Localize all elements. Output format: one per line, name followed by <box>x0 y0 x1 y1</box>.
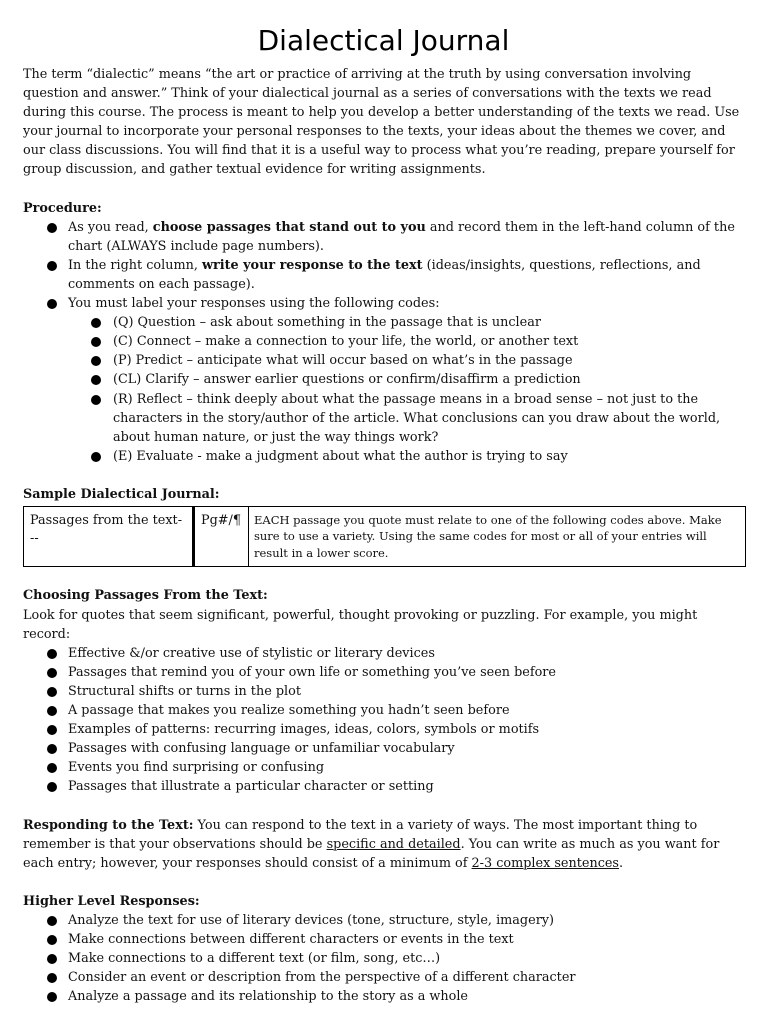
bullet-icon <box>47 706 57 716</box>
bullet-icon <box>47 763 57 773</box>
choosing-heading: Choosing Passages From the Text: <box>23 588 268 604</box>
list-item: Effective &/or creative use of stylistic or literary devices <box>23 644 744 663</box>
procedure-heading: Procedure: <box>23 200 102 216</box>
list-item: In the right column, write your response to the text (ideas/insights, questions, reflections, and comments on each passage). <box>23 256 744 294</box>
list-item: As you read, choose passages that stand out to you and record them in the left-hand column of the chart (ALWAYS include page numbers). <box>23 218 744 256</box>
list-item: Passages with confusing language or unfamiliar vocabulary <box>23 739 744 758</box>
spacer <box>23 797 744 816</box>
bullet-icon <box>47 954 57 964</box>
bullet-icon <box>47 725 57 735</box>
list-item: Passages that illustrate a particular character or setting <box>23 777 744 796</box>
code-item: (R) Reflect – think deeply about what the passage means in a broad sense – not just to the characters in the story/author of the article. What conclusions can you draw about the world, about human nature, or just the way things work? <box>23 390 744 447</box>
page-column-header: Pg#/¶ <box>194 506 249 567</box>
bullet-icon <box>47 935 57 945</box>
list-item: Analyze the text for use of literary devices (tone, structure, style, imagery) <box>23 911 744 930</box>
sample-heading: Sample Dialectical Journal: <box>23 486 220 502</box>
bullet-icon <box>47 299 57 309</box>
list-item: Make connections between different characters or events in the text <box>23 930 744 949</box>
bullet-icon <box>91 318 101 328</box>
list-item: A passage that makes you realize something you hadn’t seen before <box>23 701 744 720</box>
responding-heading: Responding to the Text: <box>23 817 194 833</box>
passages-column-header: Passages from the text--- <box>24 506 194 567</box>
emphasis-specific: specific and detailed <box>326 836 461 852</box>
bullet-icon <box>47 223 57 233</box>
list-item: You must label your responses using the following codes: (Q) Question – ask about something in the passage that is unclear (C) Connect – make a connection to your life, the world, or another text (P) Predict – anticipate what will occur based on what’s in the passage (CL) Clarify – answer earlier questions or confirm/disaffirm a prediction (R) Reflect – think deeply about what the passage means in a broad sense – not just to the characters in the story/author of the article. What conclusions can you draw about the world, about human nature, or just the way things work? (E) Evaluate - make a judgment about what the author is trying to say <box>23 294 744 466</box>
choosing-lead: Look for quotes that seem significant, powerful, thought provoking or puzzling. For example, you might record: <box>23 607 698 642</box>
intro-paragraph: The term “dialectic” means “the art or practice of arriving at the truth by using conversation involving question and answer.” Think of your dialectical journal as a series of conversations with the texts we read during this course. The process is meant to help you develop a better understanding of the texts we read. Use your journal to incorporate your personal responses to the texts, your ideas about the themes we cover, and our class discussions. You will find that it is a useful way to process what you’re reading, prepare yourself for group discussion, and gather textual evidence for writing assignments. <box>23 67 740 178</box>
table-row <box>24 506 746 567</box>
bullet-icon <box>91 337 101 347</box>
list-item: Analyze a passage and its relationship to the story as a whole <box>23 987 744 1006</box>
higher-heading: Higher Level Responses: <box>23 893 200 909</box>
bullet-icon <box>91 395 101 405</box>
code-item: (E) Evaluate - make a judgment about what the author is trying to say <box>23 447 744 466</box>
code-item: (Q) Question – ask about something in the passage that is unclear <box>23 313 744 332</box>
list-item: Make connections to a different text (or film, song, etc…) <box>23 949 744 968</box>
bullet-icon <box>91 452 101 462</box>
page-title: Dialectical Journal <box>257 24 510 57</box>
list-item: Examples of patterns: recurring images, ideas, colors, symbols or motifs <box>23 720 744 739</box>
code-item: (P) Predict – anticipate what will occur based on what’s in the passage <box>23 351 744 370</box>
bullet-icon <box>47 782 57 792</box>
response-column-note: EACH passage you quote must relate to one of the following codes above. Make sure to use a variety. Using the same codes for most or all of your entries will result in a lower score. <box>249 506 746 567</box>
spacer <box>23 180 744 199</box>
spacer <box>23 873 744 892</box>
code-item: (CL) Clarify – answer earlier questions or confirm/disaffirm a prediction <box>23 370 744 389</box>
codes-list <box>23 313 744 466</box>
bullet-icon <box>47 916 57 926</box>
spacer <box>23 466 744 485</box>
list-item: Structural shifts or turns in the plot <box>23 682 744 701</box>
list-item: Consider an event or description from the perspective of a different character <box>23 968 744 987</box>
responding-paragraph: Responding to the Text: You can respond to the text in a variety of ways. The most important thing to remember is that your observations should be specific and detailed. You can write as much as you want for each entry; however, your responses should consist of a minimum of 2-3 complex sentences. <box>23 817 720 871</box>
code-item: (C) Connect – make a connection to your life, the world, or another text <box>23 332 744 351</box>
emphasis-sentences: 2-3 complex sentences <box>471 855 620 871</box>
list-item: Events you find surprising or confusing <box>23 758 744 777</box>
bullet-icon <box>47 992 57 1002</box>
bullet-icon <box>91 375 101 385</box>
choosing-list <box>23 644 744 797</box>
bullet-icon <box>47 668 57 678</box>
bullet-icon <box>47 973 57 983</box>
bullet-icon <box>47 261 57 271</box>
sample-journal-table <box>23 506 746 568</box>
spacer <box>23 567 744 586</box>
bullet-icon <box>47 744 57 754</box>
bullet-icon <box>47 649 57 659</box>
procedure-list <box>23 218 744 466</box>
higher-list <box>23 911 744 1006</box>
list-item: Passages that remind you of your own life or something you’ve seen before <box>23 663 744 682</box>
bullet-icon <box>47 687 57 697</box>
bullet-icon <box>91 356 101 366</box>
